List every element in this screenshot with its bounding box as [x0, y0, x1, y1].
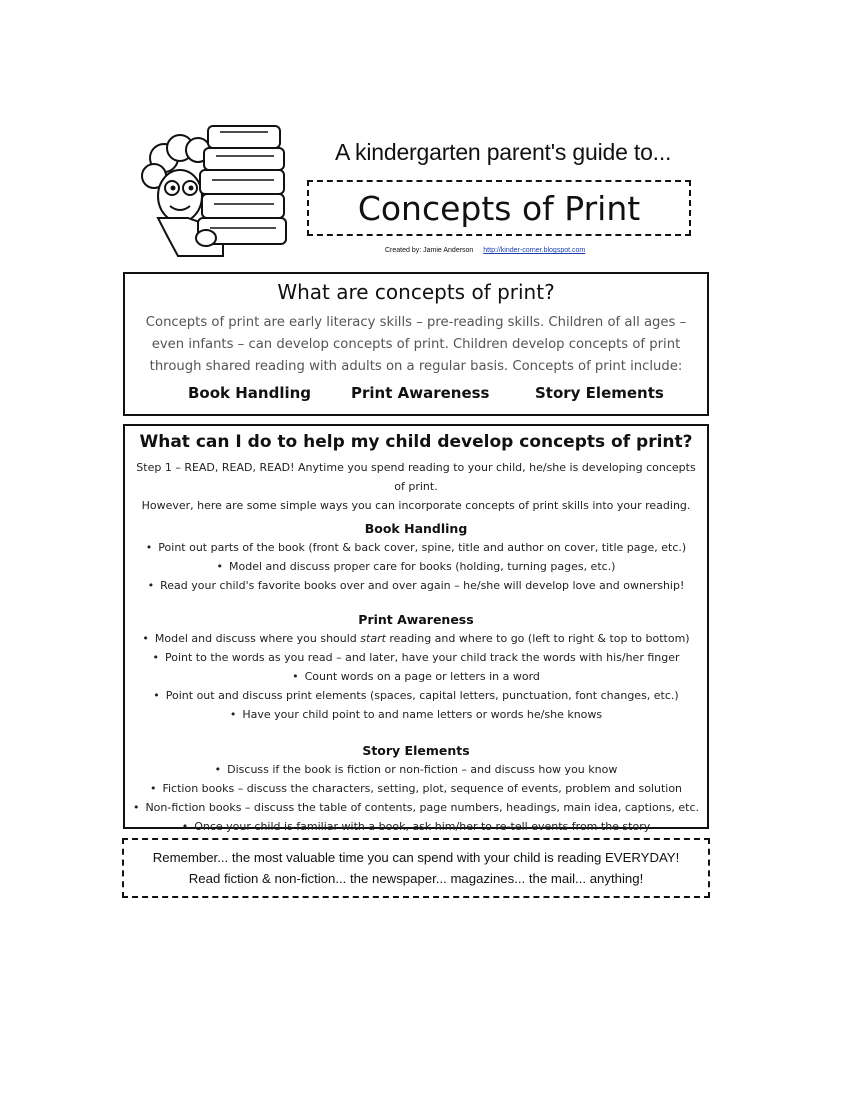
emphasis-text: start — [360, 632, 386, 645]
skill-story-elements: Story Elements — [535, 384, 664, 402]
list-item: • Model and discuss proper care for books (holding, turning pages, etc.) — [216, 560, 616, 573]
list-item: • Point out and discuss print elements (spaces, capital letters, punctuation, font changes, etc.) — [153, 689, 679, 702]
page-title: Concepts of Print — [357, 188, 641, 228]
title-box — [307, 180, 691, 236]
skill-print-awareness: Print Awareness — [351, 384, 490, 402]
reminder-box — [122, 838, 710, 898]
bullet-icon: • — [153, 689, 160, 702]
help-intro-line-2: However, here are some simple ways you can incorporate concepts of print skills into your reading. — [141, 499, 691, 512]
book-handling-heading: Book Handling — [364, 521, 468, 536]
print-awareness-section — [125, 611, 707, 724]
help-intro — [135, 458, 697, 515]
list-item: • Point out parts of the book (front & back cover, spine, title and author on cover, title page, etc.) — [145, 541, 687, 554]
reminder-line-1: Remember... the most valuable time you can spend with your child is reading EVERYDAY! — [152, 850, 680, 865]
what-heading: What are concepts of print? — [277, 280, 555, 304]
credit-line — [385, 247, 585, 254]
skill-book-handling: Book Handling — [188, 384, 312, 402]
list-item: • Fiction books – discuss the characters, setting, plot, sequence of events, problem and solution — [149, 782, 683, 795]
list-item: • Point to the words as you read – and later, have your child track the words with his/her finger — [152, 651, 680, 664]
book-handling-list — [125, 538, 707, 595]
book-handling-section — [125, 520, 707, 595]
bullet-icon: • — [147, 579, 155, 592]
list-item: • Have your child point to and name letters or words he/she knows — [229, 708, 603, 721]
credit-author: Created by: Jamie Anderson — [385, 247, 474, 254]
story-elements-heading: Story Elements — [362, 743, 470, 758]
how-to-help-box — [123, 424, 709, 833]
help-intro-line-1: Step 1 – READ, READ, READ! Anytime you spend reading to your child, he/she is developing concepts of print. — [136, 461, 696, 493]
page-subtitle: A kindergarten parent's guide to... — [335, 139, 672, 165]
bullet-icon: • — [216, 560, 224, 573]
help-heading: What can I do to help my child develop concepts of print? — [139, 432, 693, 452]
list-item: • Discuss if the book is fiction or non-fiction – and discuss how you know — [214, 763, 618, 776]
print-awareness-heading: Print Awareness — [358, 612, 474, 627]
print-awareness-list — [125, 629, 707, 724]
story-elements-section — [125, 742, 707, 836]
list-item: • Count words on a page or letters in a word — [292, 670, 540, 683]
bullet-icon: • — [292, 670, 299, 683]
bullet-icon: • — [145, 541, 153, 554]
credit-link[interactable]: http://kinder-corner.blogspot.com — [483, 247, 586, 254]
reminder-line-2: Read fiction & non-fiction... the newspaper... magazines... the mail... anything! — [188, 871, 644, 886]
bullet-icon: • — [229, 708, 237, 721]
bullet-icon: • — [149, 782, 157, 795]
bullet-icon: • — [181, 820, 189, 833]
what-are-concepts-box — [123, 272, 709, 416]
skills-list — [125, 384, 707, 410]
what-body: Concepts of print are early literacy skills – pre-reading skills. Children of all ages – even infants – can develop concepts of print. Children develop concepts of print through shared reading with adults on a regular basis. Concepts of print include: — [145, 315, 687, 374]
bullet-icon: • — [132, 801, 140, 814]
reminder-text — [124, 847, 708, 889]
list-item: • Non-fiction books – discuss the table of contents, page numbers, headings, main idea, captions, etc. — [132, 801, 700, 814]
bullet-icon: • — [214, 763, 222, 776]
bullet-icon: • — [142, 632, 149, 645]
story-elements-list — [125, 760, 707, 836]
list-item: • Read your child's favorite books over and over again – he/she will develop love and ownership! — [147, 579, 685, 592]
girl-carrying-books-clipart — [128, 118, 298, 258]
list-item: • Model and discuss where you should start reading and where to go (left to right & top to bottom) — [142, 632, 690, 645]
bullet-icon: • — [152, 651, 159, 664]
list-item: • Once your child is familiar with a book, ask him/her to re-tell events from the story — [181, 820, 651, 833]
